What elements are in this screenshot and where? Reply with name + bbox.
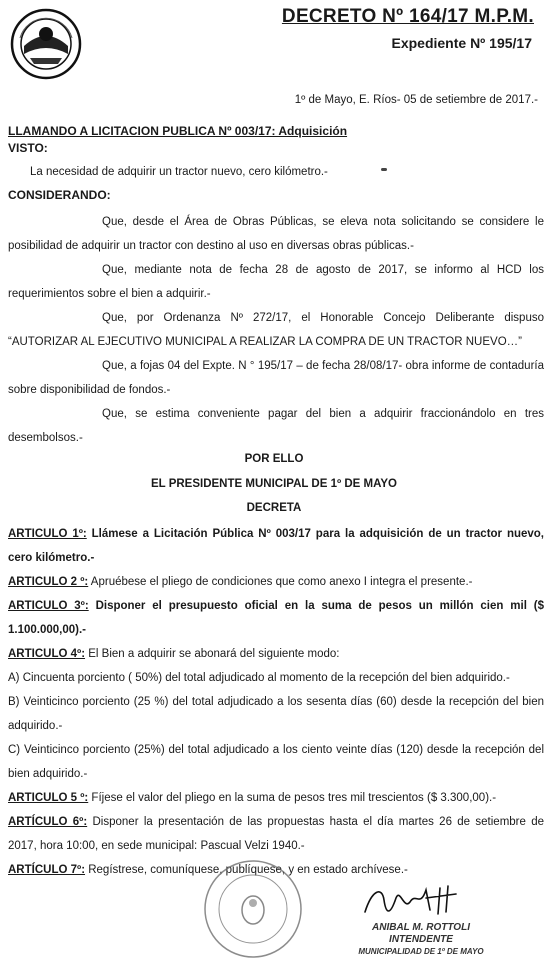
expediente-number: Expediente Nº 195/17 <box>391 35 532 51</box>
visto-text: La necesidad de adquirir un tractor nuevo, cero kilómetro.- <box>30 166 328 178</box>
articulo-label: ARTÍCULO 7º: <box>8 864 86 876</box>
ink-mark <box>381 168 387 171</box>
articulo-text: Regístrese, comuníquese, publíquese, y en estado archívese.- <box>85 864 408 876</box>
articulo-1 <box>8 522 544 570</box>
articulo-label: ARTICULO 1º: <box>8 528 87 540</box>
articulo-2 <box>8 570 544 594</box>
articulo-label: ARTICULO 4º: <box>8 648 86 660</box>
articulo-label: ARTICULO 3º: <box>8 600 89 612</box>
pago-item-a: A) Cincuenta porciento ( 50%) del total adjudicado al momento de la recepción del bien adquirido.- <box>8 672 510 684</box>
presidente-heading: EL PRESIDENTE MUNICIPAL DE 1º DE MAYO <box>151 478 397 490</box>
signature-block <box>346 922 496 958</box>
articulo-text: Apruébese el pliego de condiciones que como anexo I integra el presente.- <box>88 576 473 588</box>
considerando-paragraph: Que, desde el Área de Obras Públicas, se eleva nota solicitando se considere le posibilidad de adquirir un tractor con destino al uso en diversas obras públicas.- <box>8 216 544 252</box>
articulo-5 <box>8 786 544 810</box>
signer-role: INTENDENTE <box>389 934 453 945</box>
articulo-4 <box>8 642 544 666</box>
signer-org: MUNICIPALIDAD DE 1º DE MAYO <box>358 947 484 956</box>
articulo-label: ARTÍCULO 6º: <box>8 816 88 828</box>
articulo-text: Llámese a Licitación Pública Nº 003/17 para la adquisición de un tractor nuevo, cero kilómetro.- <box>8 528 545 564</box>
articulo-3 <box>8 594 544 642</box>
articulo-text: Fíjese el valor del pliego en la suma de pesos tres mil trescientos ($ 3.300,00).- <box>88 792 497 804</box>
pago-item-b: B) Veinticinco porciento (25 %) del total adjudicado a los sesenta días (60) desde la recepción del bien adquirido.- <box>8 696 544 732</box>
considerando-paragraph: Que, por Ordenanza Nº 272/17, el Honorable Concejo Deliberante dispuso “AUTORIZAR AL EJECUTIVO MUNICIPAL A REALIZAR LA COMPRA DE UN TRACTOR NUEVO…” <box>8 312 544 348</box>
subject-heading: LLAMANDO A LICITACION PUBLICA Nº 003/17: Adquisición <box>8 124 348 138</box>
considerando-paragraph: Que, a fojas 04 del Expte. N ° 195/17 – de fecha 28/08/17- obra informe de contaduría sobre disponibilidad de fondos.- <box>8 360 544 396</box>
official-stamp <box>196 858 310 960</box>
pago-item-c: C) Veinticinco porciento (25%) del total adjudicado a los ciento veinte días (120) desde la recepción del bien adquirido.- <box>8 744 544 780</box>
articulo-text: El Bien a adquirir se abonará del siguiente modo: <box>85 648 340 660</box>
decree-title: DECRETO Nº 164/17 M.P.M. <box>281 6 534 27</box>
articulo-label: ARTICULO 5 º: <box>8 792 89 804</box>
visto-heading: VISTO: <box>8 141 48 155</box>
considerando-paragraph: Que, mediante nota de fecha 28 de agosto de 2017, se informo al HCD los requerimientos sobre el bien a adquirir.- <box>8 264 544 300</box>
articulo-label: ARTICULO 2 º: <box>8 576 89 588</box>
handwritten-signature <box>360 880 470 920</box>
considerando-heading: CONSIDERANDO: <box>8 188 111 202</box>
municipal-seal-logo <box>10 8 82 80</box>
considerando-paragraph: Que, se estima conveniente pagar del bien a adquirir fraccionándolo en tres desembolsos.- <box>8 408 544 444</box>
signer-name: ANIBAL M. ROTTOLI <box>372 922 470 933</box>
articulo-text: Disponer el presupuesto oficial en la suma de pesos un millón cien mil ($ 1.100.000,00).- <box>8 600 544 636</box>
date-line: 1º de Mayo, E. Ríos- 05 de setiembre de 2017.- <box>294 94 538 106</box>
articulo-6 <box>8 810 544 858</box>
decreta-heading: DECRETA <box>246 502 302 514</box>
por-ello-heading: POR ELLO <box>244 453 304 465</box>
articulo-text: Disponer la presentación de las propuestas hasta el día martes 26 de setiembre de 2017, hora 10:00, en sede municipal: Pascual Velzi 1940.- <box>8 816 545 852</box>
